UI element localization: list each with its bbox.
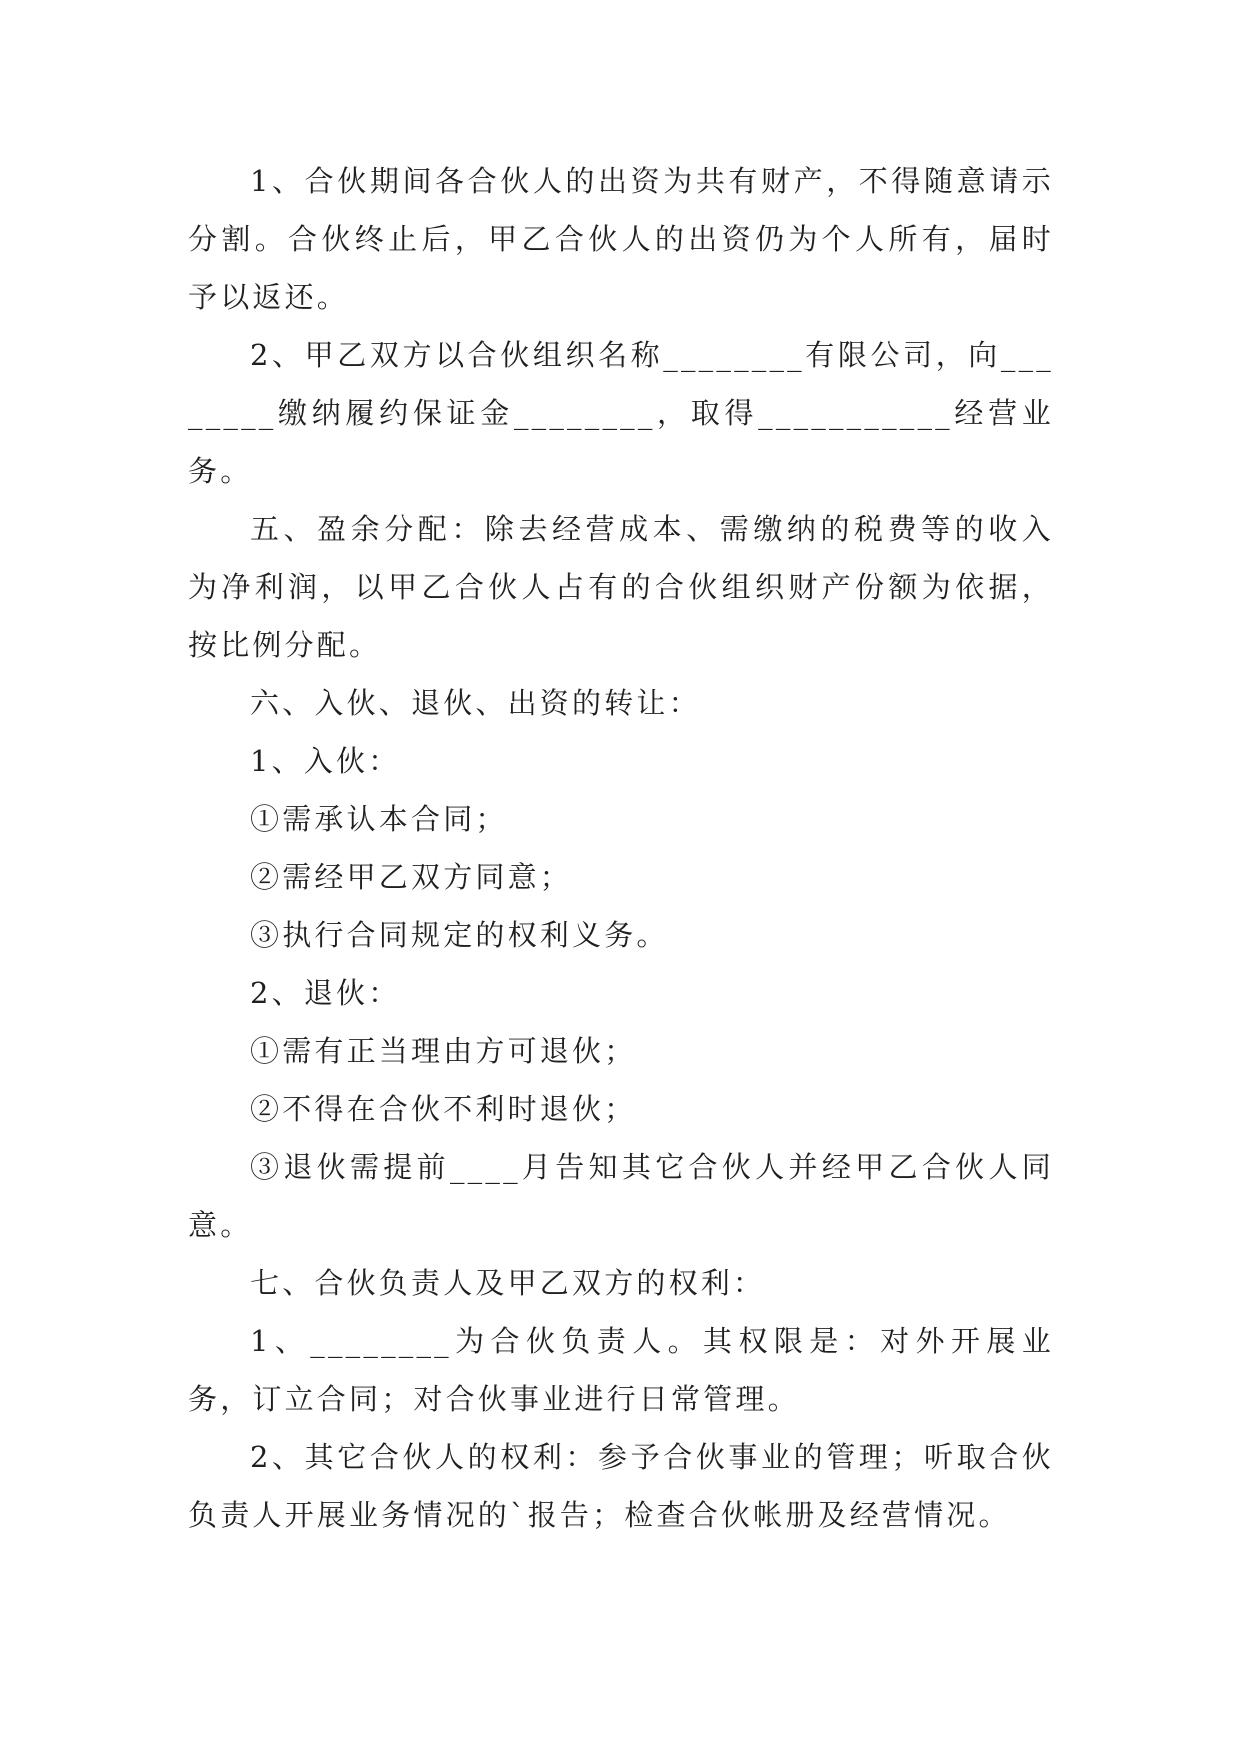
paragraph-performance-bond: 2、甲乙双方以合伙组织名称________有限公司，向________缴纳履约保证金________，取得___________经营业务。 [188, 338, 1054, 488]
document-body [188, 152, 1054, 1544]
paragraph-profit-distribution: 五、盈余分配：除去经营成本、需缴纳的税费等的收入为净利润，以甲乙合伙人占有的合伙组织财产份额为依据，按比例分配。 [188, 512, 1054, 662]
list-item-withdrawal-2: ②不得在合伙不利时退伙； [250, 1092, 637, 1126]
list-item-admission-1: ①需承认本合同； [250, 802, 508, 836]
list-item-admission-3: ③执行合同规定的权利义务。 [250, 918, 669, 952]
section-heading-rights: 七、合伙负责人及甲乙双方的权利： [250, 1266, 766, 1300]
list-item-withdrawal-1: ①需有正当理由方可退伙； [250, 1034, 637, 1068]
subheading-admission: 1、入伙： [250, 744, 401, 778]
subheading-withdrawal: 2、退伙： [250, 976, 401, 1010]
list-item-admission-2: ②需经甲乙双方同意； [250, 860, 573, 894]
paragraph-partner-in-charge: 1、________为合伙负责人。其权限是：对外开展业务，订立合同；对合伙事业进行日常管理。 [188, 1324, 1054, 1416]
paragraph-other-partners-rights: 2、其它合伙人的权利：参予合伙事业的管理；听取合伙负责人开展业务情况的`报告；检查合伙帐册及经营情况。 [188, 1440, 1054, 1532]
section-heading-admission-withdrawal: 六、入伙、退伙、出资的转让： [250, 686, 701, 720]
paragraph-capital-common-property: 1、合伙期间各合伙人的出资为共有财产，不得随意请示分割。合伙终止后，甲乙合伙人的出资仍为个人所有，届时予以返还。 [188, 164, 1054, 314]
list-item-withdrawal-3: ③退伙需提前____月告知其它合伙人并经甲乙合伙人同意。 [188, 1150, 1054, 1242]
